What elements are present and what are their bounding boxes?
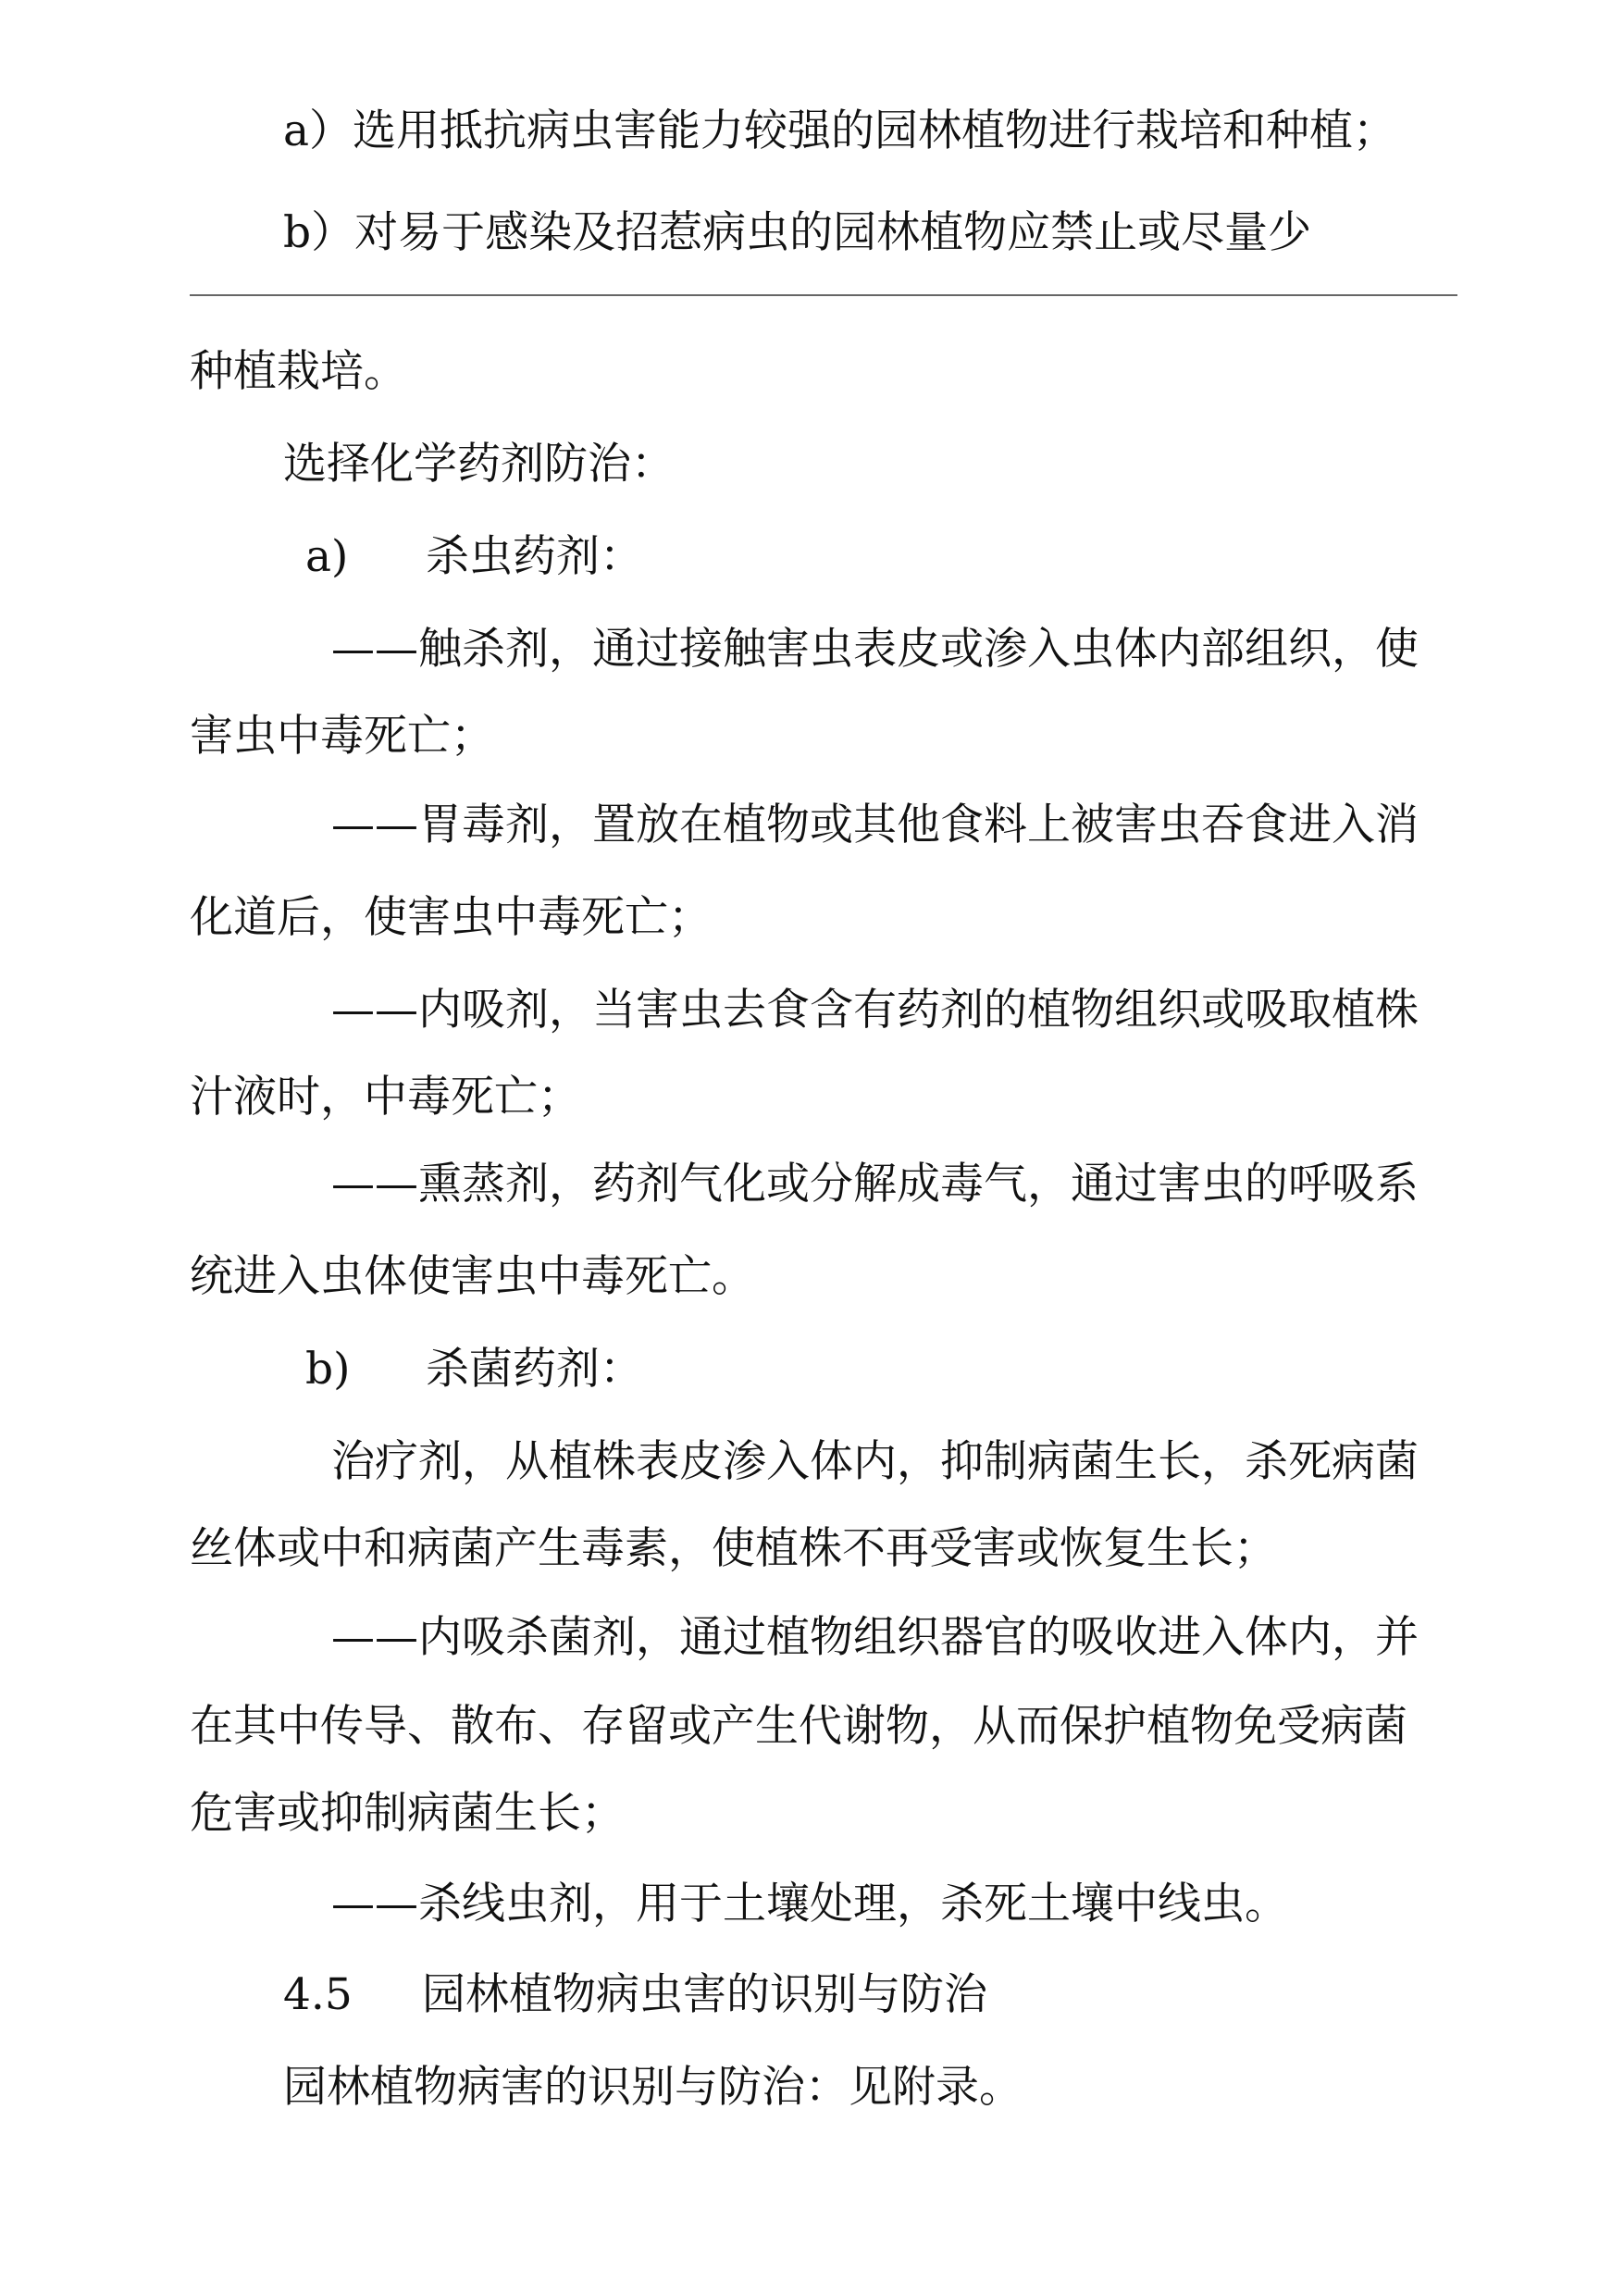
continuation-text: 种植栽培。	[190, 346, 407, 397]
list-item-b: b）对易于感染及招惹病虫的园林植物应禁止或尽量少	[283, 207, 1312, 258]
insecticide-heading	[305, 529, 643, 585]
list-item-a: a）选用抵抗病虫害能力较强的园林植物进行栽培和种植；	[283, 105, 1397, 156]
section-heading	[283, 1967, 987, 2023]
insecticide-item-1-line-2: 害虫中毒死亡；	[190, 711, 494, 762]
fungicide-marker: b)	[305, 1344, 351, 1395]
fungicide-heading	[305, 1342, 643, 1397]
chemical-control-heading: 选择化学药剂防治：	[283, 439, 675, 490]
insecticide-item-4-line-1: ——熏蒸剂，药剂气化或分解成毒气，通过害虫的呼吸系	[331, 1159, 1419, 1210]
fungicide-item-3-line-1: ——杀线虫剂，用于土壤处理，杀死土壤中线虫。	[331, 1879, 1288, 1929]
page-divider	[190, 294, 1457, 296]
fungicide-item-2-line-3: 危害或抑制病菌生长；	[190, 1788, 625, 1839]
section-number: 4.5	[283, 1969, 353, 2020]
fungicide-item-2-line-1: ——内吸杀菌剂，通过植物组织器官的吸收进入体内，并	[331, 1612, 1419, 1663]
insecticide-item-3-line-1: ——内吸剂，当害虫去食含有药剂的植物组织或吸取植株	[331, 985, 1419, 1036]
insecticide-marker: a)	[305, 531, 349, 582]
fungicide-item-1-line-2: 丝体或中和病菌产生毒素，使植株不再受害或恢复生长；	[190, 1523, 1277, 1574]
insecticide-title: 杀虫药剂：	[426, 531, 643, 582]
insecticide-item-4-line-2: 统进入虫体使害虫中毒死亡。	[190, 1251, 755, 1302]
insecticide-item-2-line-1: ——胃毒剂，置放在植物或其他食料上被害虫吞食进入消	[331, 800, 1419, 850]
fungicide-item-1-line-1: 治疗剂，从植株表皮渗入体内，抑制病菌生长，杀死病菌	[331, 1436, 1419, 1487]
insecticide-item-1-line-1: ——触杀剂，通过接触害虫表皮或渗入虫体内部组织，使	[331, 624, 1419, 675]
fungicide-item-2-line-2: 在其中传导、散布、存留或产生代谢物，从而保护植物免受病菌	[190, 1701, 1407, 1752]
insecticide-item-2-line-2: 化道后，使害虫中毒死亡；	[190, 892, 712, 943]
section-body: 园林植物病害的识别与防治：见附录。	[283, 2062, 1023, 2113]
section-title: 园林植物病虫害的识别与防治	[422, 1969, 987, 2020]
insecticide-item-3-line-2: 汁液时，中毒死亡；	[190, 1072, 581, 1123]
fungicide-title: 杀菌药剂：	[426, 1344, 643, 1395]
